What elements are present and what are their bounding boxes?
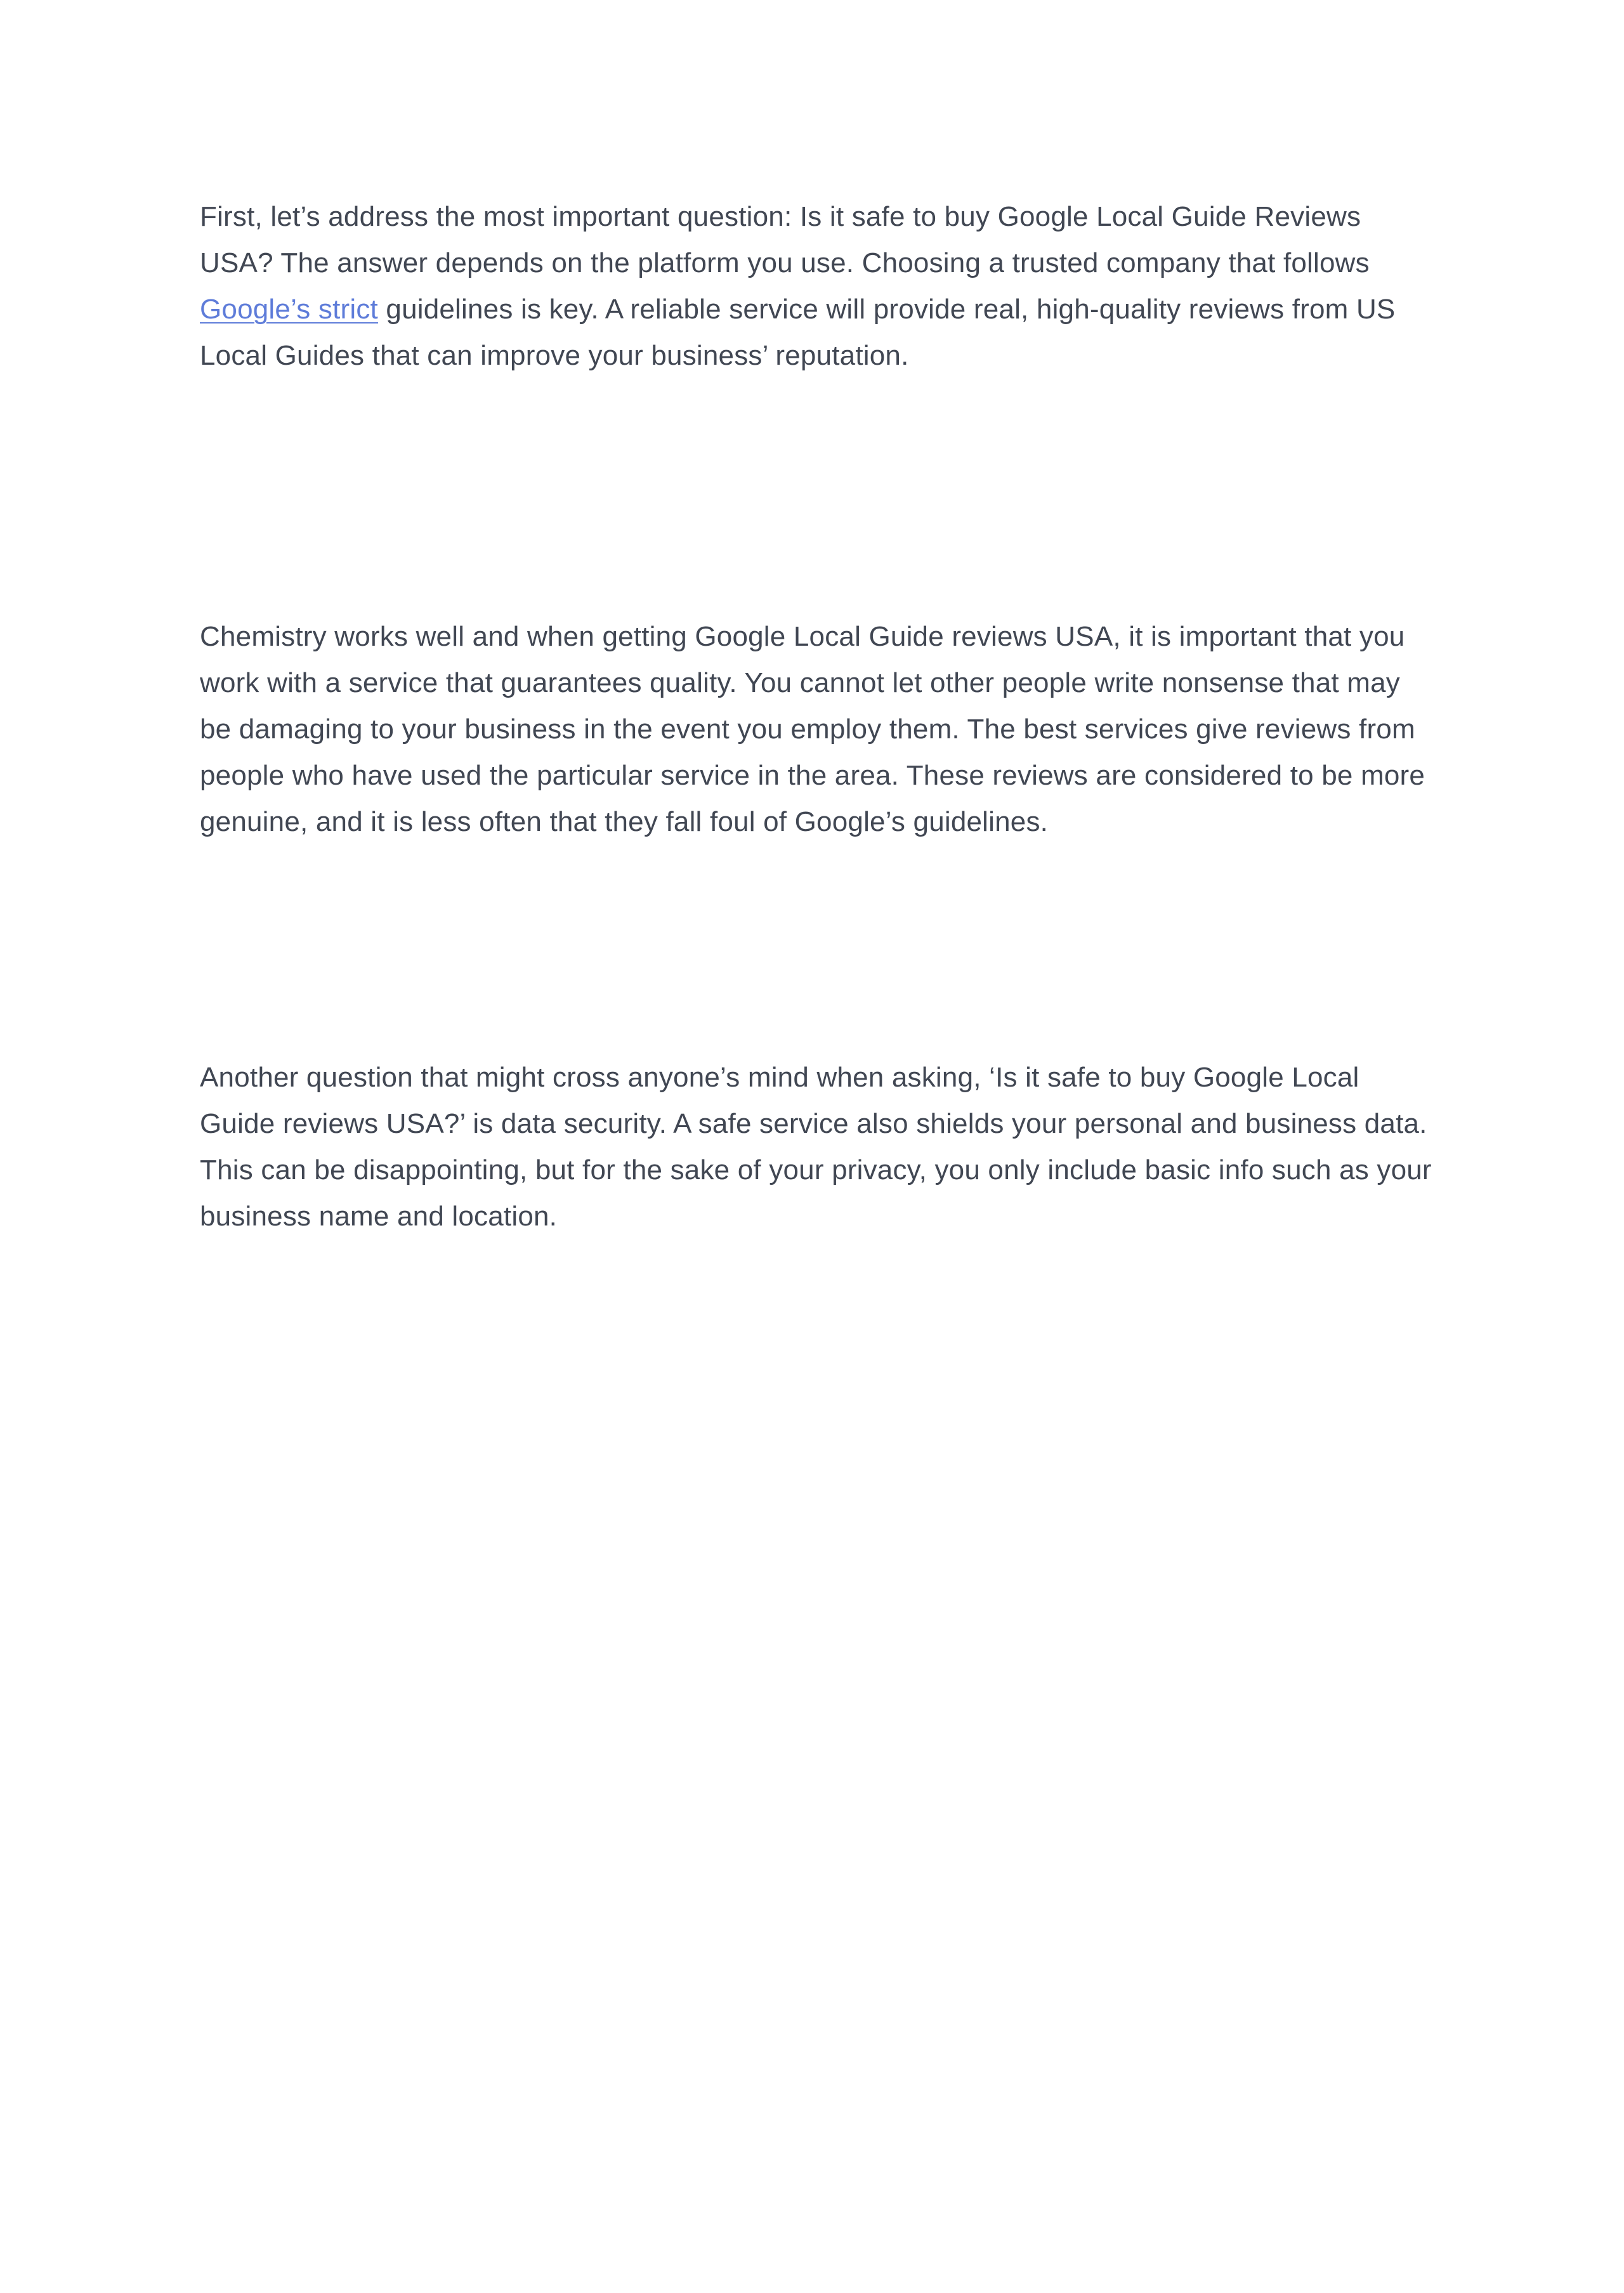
paragraph-1-text-before-link: First, let’s address the most important question: Is it safe to buy Google Local Guide Reviews USA? The answer depends on the platform you use. Choosing a trusted company that follows (200, 201, 1370, 278)
document-body (200, 193, 1434, 1239)
paragraph-2: Chemistry works well and when getting Google Local Guide reviews USA, it is important that you work with a service that guarantees quality. You cannot let other people write nonsense that may be damaging to your business in the event you employ them. The best services give reviews from people who have used the particular service in the area. These reviews are considered to be more genuine, and it is less often that they fall foul of Google’s guidelines. (200, 621, 1425, 837)
paragraph-1-text-after-link: guidelines is key. A reliable service will provide real, high-quality reviews from US Local Guides that can improve your business’ reputation. (200, 294, 1396, 371)
paragraph-1 (200, 193, 1434, 379)
google-strict-link[interactable]: Google’s strict (200, 294, 378, 325)
paragraph-3: Another question that might cross anyone’s mind when asking, ‘Is it safe to buy Google Local Guide reviews USA?’ is data security. A safe service also shields your personal and business data. This can be disappointing, but for the sake of your privacy, you only include basic info such as your business name and location. (200, 1062, 1432, 1232)
